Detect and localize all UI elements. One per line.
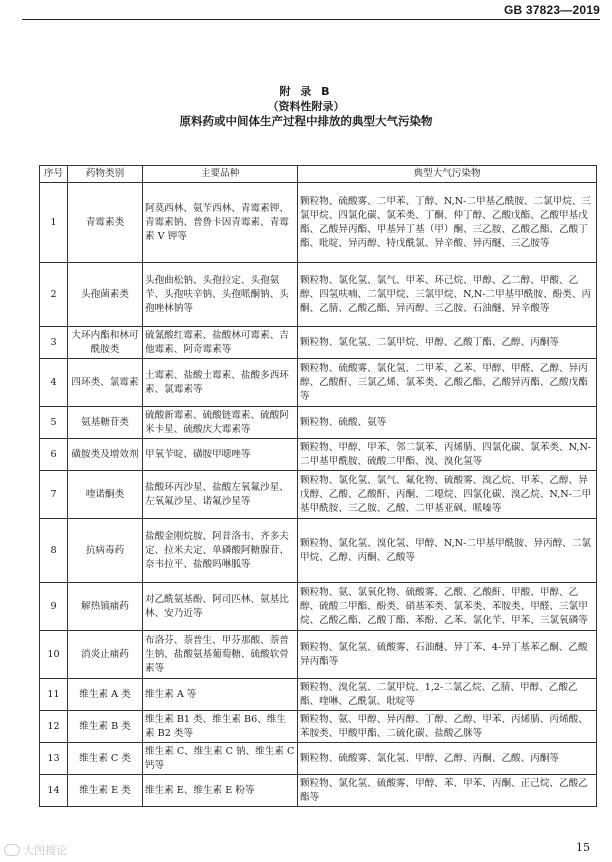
drug-category: 青霉素类 [68,183,143,263]
row-number: 1 [40,183,68,263]
typical-pollutants: 颗粒物、氯化氢、氯气、甲苯、环己烷、甲醇、乙二醇、甲酸、乙醇、四氢呋喃、二氯甲烷、三氯甲烷、N,N-二甲基甲酰胺、酚类、丙酮、乙腈、乙酸乙酯、异丙醇、三乙胺、石油醚、异辛酸等 [298,263,597,327]
main-varieties: 对乙酰氨基酚、阿司匹林、氨基比林、安乃近等 [143,583,298,631]
header-category: 药物类别 [68,166,143,183]
drug-category: 解热镇痛药 [68,583,143,631]
table-row [40,439,597,471]
watermark [4,842,67,858]
typical-pollutants: 颗粒物、氯化氢、氯气、氟化物、硫酸雾、溴乙烷、甲苯、乙醇、异戊醇、乙酸、乙酸酐、丙酮、二噁烷、四氯化碳、溴乙烷、N,N-二甲基甲酰胺、三乙胺、乙酸、二甲基亚砜、哌嗪等 [298,471,597,519]
row-number: 14 [40,775,68,807]
row-number: 13 [40,743,68,775]
typical-pollutants: 颗粒物、氨、甲醇、异丙醇、丁醇、乙醇、甲苯、丙烯腈、丙烯酸、苯胺类、甲酸甲酯、二硫化碳、盐酸乙脒等 [298,711,597,743]
table-row [40,583,597,631]
typical-pollutants: 颗粒物、氯化氢、硫酸雾、甲醇、苯、甲苯、丙酮、正己烷、乙酸乙酯等 [298,775,597,807]
table-row [40,631,597,679]
typical-pollutants: 颗粒物、氨、氯氧化物、硫酸雾、乙酸、乙酸酐、甲酸、甲醇、乙醇、硫酸二甲酯、酚类、硝基苯类、氯苯类、苯胺类、甲醛、三氯甲烷、乙酸乙酯、乙酸丁酯、苯酚、乙苯、氯化苄、甲苯、三氯氧磷等 [298,583,597,631]
main-varieties: 硫氰酸红霉素、盐酸林可霉素、吉他霉素、阿奇霉素等 [143,327,298,359]
row-number: 7 [40,471,68,519]
main-varieties: 土霉素、盐酸土霉素、盐酸多西环素、氯霉素等 [143,359,298,407]
row-number: 12 [40,711,68,743]
typical-pollutants: 颗粒物、氯化氢、硫酸雾、石油醚、异丁苯、4-异丁基苯乙酮、乙酸异丙酯等 [298,631,597,679]
table-row [40,471,597,519]
main-varieties: 头孢曲松钠、头孢拉定、头孢氨苄、头孢呋辛钠、头孢哌酮钠、头孢唑林钠等 [143,263,298,327]
drug-category: 维生素 C 类 [68,743,143,775]
main-varieties: 布洛芬、萘普生、甲芬那酸、萘普生钠、盐酸氨基葡萄糖、硫酸软骨素等 [143,631,298,679]
page-number: 15 [576,841,590,854]
header-pollutants: 典型大气污染物 [298,166,597,183]
main-varieties: 维生素 B1 类、维生素 B6、维生素 B2 类等 [143,711,298,743]
main-varieties: 维生素 E、维生素 E 粉等 [143,775,298,807]
typical-pollutants: 颗粒物、硫酸、氨等 [298,407,597,439]
typical-pollutants: 颗粒物、硫酸雾、二甲苯、丁醇、N,N-二甲基乙酰胺、二氯甲烷、三氯甲烷、四氯化碳、氯苯类、丁酮、仲丁醇、乙酸戊酯、乙酸甲基戊酯、乙酸异丙酯、甲基异丁基（甲）酮、三乙胺、乙酸乙酯、乙酸丁酯、吡啶、异丙醇、特戊酰氯、异辛酸、异丙醚、三乙胺等 [298,183,597,263]
drug-category: 磺胺类及增效剂 [68,439,143,471]
table-row [40,775,597,807]
row-number: 4 [40,359,68,407]
watermark-logo-icon [4,844,20,856]
drug-category: 大环内酯和林可酰胺类 [68,327,143,359]
main-varieties: 甲氧苄啶、磺胺甲噁唑等 [143,439,298,471]
row-number: 10 [40,631,68,679]
row-number: 11 [40,679,68,711]
annex-note: （资料性附录） [267,100,345,113]
typical-pollutants: 颗粒物、氯化氢、溴化氢、甲醇、N,N-二甲基甲酰胺、异丙醇、二氯甲烷、乙醇、丙酮、乙酸等 [298,519,597,583]
watermark-text: 大图搜论 [23,844,67,857]
main-varieties: 维生素 C、维生素 C 钠、维生素 C 钙等 [143,743,298,775]
row-number: 6 [40,439,68,471]
row-number: 8 [40,519,68,583]
table-row [40,359,597,407]
typical-pollutants: 颗粒物、溴化氢、二氯甲烷、1,2-二氯乙烷、乙腈、甲醇、乙酸乙酯、喹啉、乙酰氯、吡啶等 [298,679,597,711]
row-number: 3 [40,327,68,359]
table-row [40,183,597,263]
main-varieties: 阿莫西林、氨苄西林、青霉素钾、青霉素钠、普鲁卡因青霉素、青霉素 V 钾等 [143,183,298,263]
typical-pollutants: 颗粒物、氯化氢、二氯甲烷、甲醇、乙酸丁酯、乙醇、丙酮等 [298,327,597,359]
row-number: 5 [40,407,68,439]
header-no: 序号 [40,166,68,183]
table-row [40,407,597,439]
table-row [40,743,597,775]
typical-pollutants: 颗粒物、硫酸雾、氯化氢、甲醇、乙醇、丙酮、乙酸、丙酮等 [298,743,597,775]
drug-category: 维生素 E 类 [68,775,143,807]
drug-category: 维生素 A 类 [68,679,143,711]
typical-pollutants: 颗粒物、硫酸雾、氯化氢、二甲苯、乙苯、甲醇、甲醛、乙醇、异丙醇、乙酸酐、三氯乙烯、氯苯类、乙酸乙酯、乙酸异丙酯、乙酸戊酯等 [298,359,597,407]
header-varieties: 主要品种 [143,166,298,183]
table-row [40,711,597,743]
typical-pollutants: 颗粒物、甲醇、甲苯、邻二氯苯、丙烯腈、四氯化碳、氯苯类、N,N-二甲基甲酰胺、硫酸二甲酯、溴、溴化氢等 [298,439,597,471]
main-varieties: 盐酸金刚烷胺、阿昔洛韦、齐多夫定、拉米夫定、单磷酸阿糖腺苷、奈韦拉平、盐酸吗啉胍等 [143,519,298,583]
table-header-row [40,166,597,183]
table-row [40,679,597,711]
table-row [40,327,597,359]
standard-code: GB 37823—2019 [504,3,600,17]
drug-category: 喹诺酮类 [68,471,143,519]
annex-label: 附 录 B [279,85,333,98]
drug-category: 消炎止痛药 [68,631,143,679]
main-varieties: 维生素 A 等 [143,679,298,711]
drug-category: 头孢菌素类 [68,263,143,327]
drug-category: 氨基糖苷类 [68,407,143,439]
header-rule [22,19,600,20]
main-varieties: 硫酸新霉素、硫酸链霉素、硫酸阿米卡星、硫酸庆大霉素等 [143,407,298,439]
pollutant-table [39,165,597,807]
main-varieties: 盐酸环丙沙星、盐酸左氧氟沙星、左氧氟沙星、诺氟沙星等 [143,471,298,519]
table-body [40,183,597,807]
drug-category: 四环类、氯霉素 [68,359,143,407]
annex-title: 原料药或中间体生产过程中排放的典型大气污染物 [179,114,433,128]
row-number: 2 [40,263,68,327]
drug-category: 抗病毒药 [68,519,143,583]
table-row [40,263,597,327]
table-row [40,519,597,583]
drug-category: 维生素 B 类 [68,711,143,743]
row-number: 9 [40,583,68,631]
